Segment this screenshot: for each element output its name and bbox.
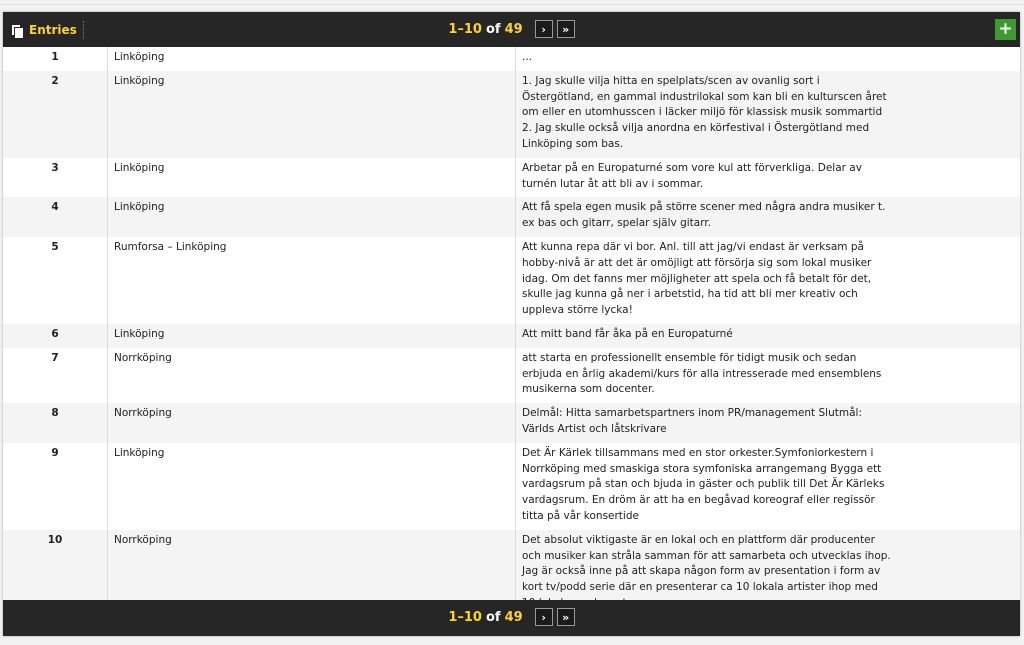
row-number: 5 bbox=[3, 237, 108, 324]
row-place: Norrköping bbox=[108, 403, 516, 443]
row-place: Linköping bbox=[108, 71, 516, 158]
table-row bbox=[3, 71, 1020, 158]
bottom-pager bbox=[3, 608, 1020, 626]
row-number: 8 bbox=[3, 403, 108, 443]
row-number: 6 bbox=[3, 324, 108, 348]
pager-total: 49 bbox=[504, 21, 523, 37]
plus-icon: + bbox=[998, 19, 1013, 39]
row-place: Linköping bbox=[108, 443, 516, 530]
row-text: att starta en professionellt ensemble för tidigt musik och sedan erbjuda en årlig akademi/kurs för alla intresserade med ensemblens musikerna som docenter. bbox=[522, 351, 882, 396]
row-number: 3 bbox=[3, 158, 108, 198]
chevron-right-icon: › bbox=[541, 610, 546, 624]
row-text: ... bbox=[522, 51, 533, 63]
table-row bbox=[3, 403, 1020, 443]
header-bar bbox=[3, 12, 1020, 47]
table-row bbox=[3, 324, 1020, 348]
row-text: Det Är Kärlek tillsammans med en stor orkester.Symfoniorkestern i Norrköping med smaskiga stora symfoniska arrangemang Bygga ett vardagsrum på stan och bjuda in gäster och publik till Det Är Kärleks vardagsrum. En dröm är att ha en begåvad koreograf eller regissör titta på vår konsertide bbox=[522, 446, 885, 522]
pager-of: of bbox=[485, 21, 501, 37]
table-row bbox=[3, 158, 1020, 198]
entries-table bbox=[3, 47, 1020, 600]
pager-range: 1–10 bbox=[448, 21, 482, 37]
table-row bbox=[3, 443, 1020, 530]
entries-panel bbox=[3, 12, 1020, 636]
row-text: Arbetar på en Europaturné som vore kul att förverkliga. Delar av turnén lutar åt att bli av i sommar. bbox=[522, 161, 862, 190]
footer-bar bbox=[3, 600, 1020, 636]
row-text: Delmål: Hitta samarbetspartners inom PR/management Slutmål: Världs Artist och låtskrivare bbox=[522, 407, 862, 435]
pager-range: 1–10 bbox=[448, 609, 482, 625]
table-row bbox=[3, 47, 1020, 71]
row-text: Det absolut viktigaste är en lokal och en plattform där producenter och musiker kan stråla samman för att samarbeta och utvecklas ihop. Jag är också inne på att skapa någon form av presentation i form av kort tv/podd serie där en presenterar ca 10 lokala artister ihop med bbox=[522, 533, 891, 594]
table-row bbox=[3, 197, 1020, 237]
row-text: Att mitt band får åka på en Europaturné bbox=[522, 327, 733, 340]
double-chevron-right-icon: » bbox=[562, 610, 570, 624]
row-place: Norrköping bbox=[108, 530, 516, 617]
row-text: 1. Jag skulle vilja hitta en spelplats/scen av ovanlig sort i Östergötland, en gammal industrilokal som kan bli en kulturscen året om eller en utomhusscen i läcker miljö för klassisk musik sommartid 2. Jag skulle också vilja anordna en körfestival i Östergötland med Linköping som bas. bbox=[522, 74, 887, 150]
row-number: 9 bbox=[3, 443, 108, 530]
double-chevron-right-icon: » bbox=[562, 22, 570, 36]
last-page-button[interactable] bbox=[557, 608, 575, 626]
chevron-right-icon: › bbox=[541, 22, 546, 36]
row-place: Rumforsa – Linköping bbox=[108, 237, 516, 324]
row-number: 7 bbox=[3, 348, 108, 403]
next-page-button[interactable] bbox=[535, 608, 553, 626]
row-number: 2 bbox=[3, 71, 108, 158]
entries-title-label: Entries bbox=[29, 23, 77, 37]
row-text: Att kunna repa där vi bor. Anl. till att jag/vi endast är verksam på hobby-nivå är att det är omöjligt att försörja sig som lokal musiker idag. Om det fanns mer möjligheter att spela och få betalt för det, skulle jag kunna gå ner i arbetstid, ha tid att bli mer kreativ och uppleva större lycka! bbox=[522, 240, 872, 317]
row-place: Norrköping bbox=[108, 348, 516, 403]
add-entry-button[interactable] bbox=[995, 19, 1016, 40]
row-place: Linköping bbox=[108, 47, 516, 71]
top-divider bbox=[0, 4, 1024, 5]
pager-total: 49 bbox=[504, 609, 523, 625]
row-number: 1 bbox=[3, 47, 108, 71]
row-place: Linköping bbox=[108, 197, 516, 237]
row-text: Att få spela egen musik på större scener med några andra musiker t. ex bas och gitarr, spelar själv gitarr. bbox=[522, 201, 886, 230]
next-page-button[interactable] bbox=[535, 20, 553, 38]
row-number: 10 bbox=[3, 530, 108, 617]
pager-of: of bbox=[485, 609, 501, 625]
row-number: 4 bbox=[3, 197, 108, 237]
last-page-button[interactable] bbox=[557, 20, 575, 38]
top-pager bbox=[3, 20, 1020, 38]
row-place: Linköping bbox=[108, 324, 516, 348]
table-row bbox=[3, 348, 1020, 403]
row-place: Linköping bbox=[108, 158, 516, 198]
table-row bbox=[3, 237, 1020, 324]
